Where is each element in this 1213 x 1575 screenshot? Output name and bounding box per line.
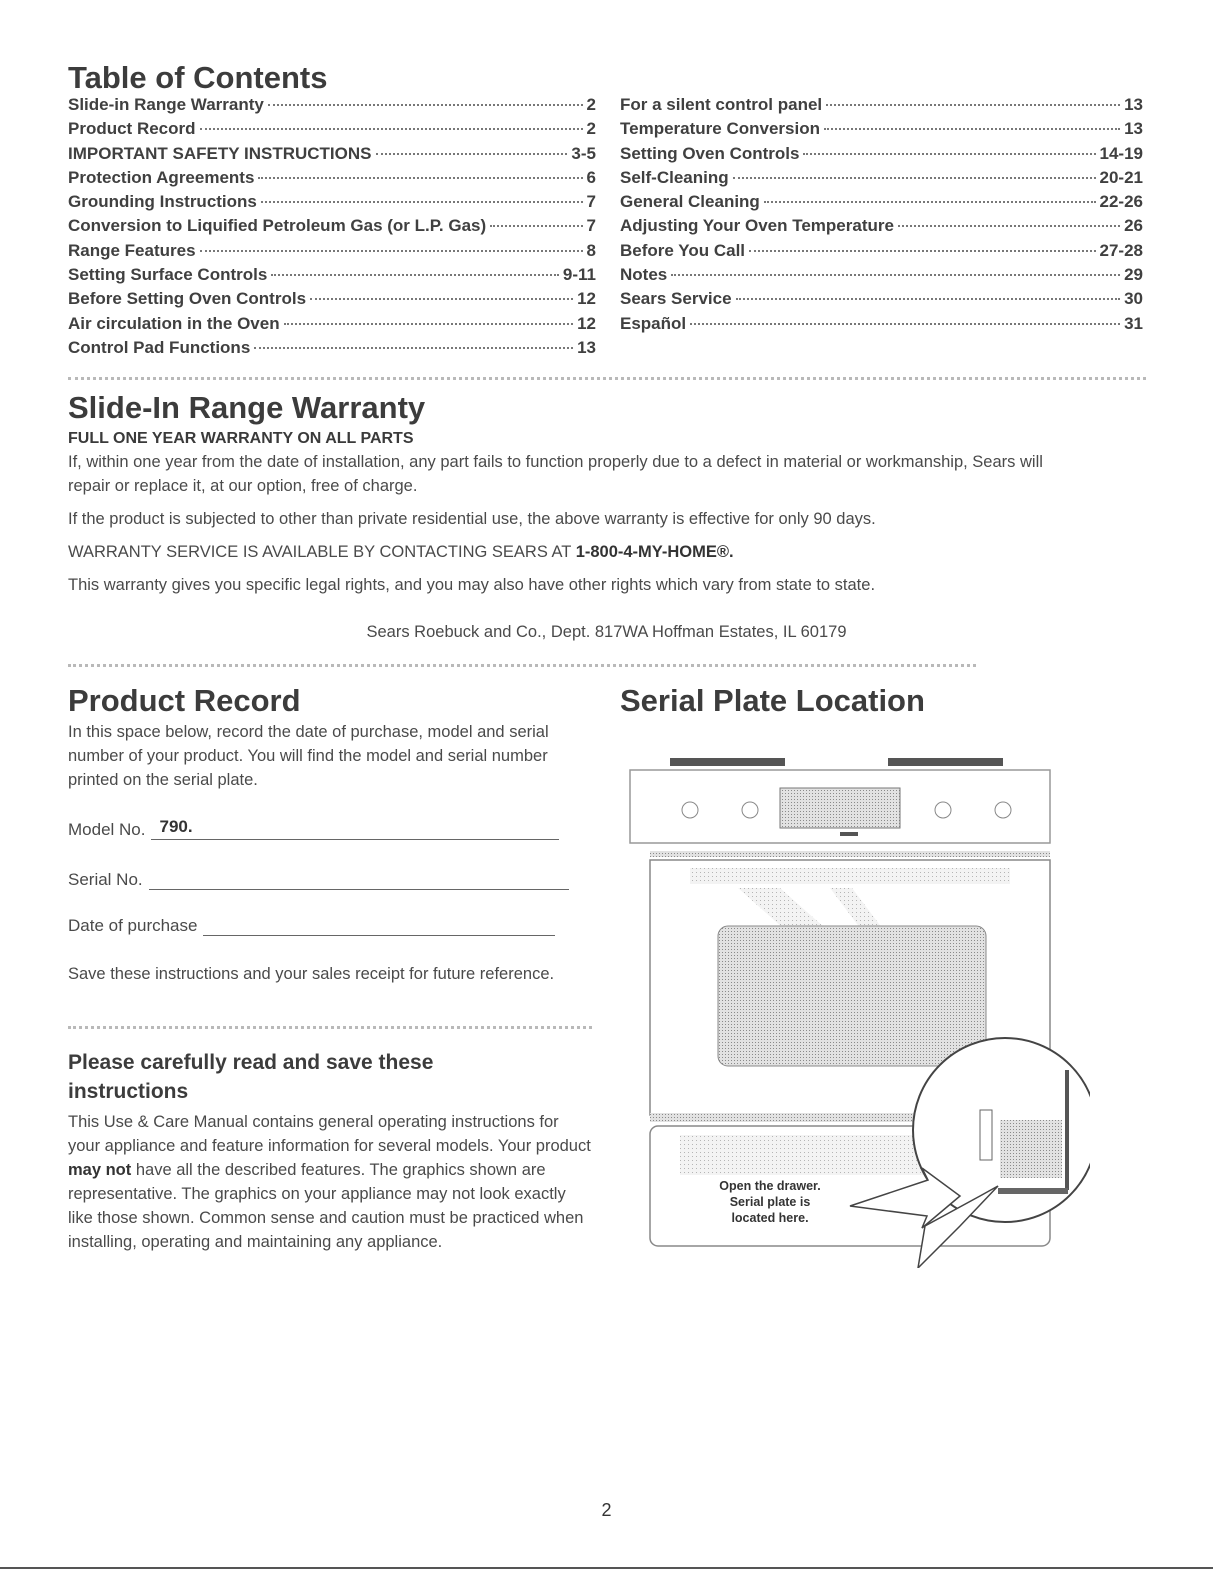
toc-entry-label: Sears Service [620,289,732,309]
toc-leader-dots [824,128,1120,130]
toc-entry [68,119,596,143]
toc-leader-dots [268,104,583,106]
product-record-intro: In this space below, record the date of purchase, model and serial number of your product. You will find the model and serial number printed on the serial plate. [68,723,549,789]
please-read-bold: may not [68,1161,132,1179]
toc-entry-page: 12 [577,313,596,333]
warranty-subtitle: FULL ONE YEAR WARRANTY ON ALL PARTS [68,430,414,447]
toc-entry [68,289,596,313]
toc-entry-page: 6 [586,167,596,187]
toc-leader-dots [764,201,1096,203]
toc-entry [68,241,596,265]
toc-entry-page: 7 [586,192,596,212]
toc-entry-page: 27-28 [1099,240,1143,260]
toc-entry-page: 9-11 [562,265,596,285]
serial-number-row [68,865,569,890]
toc-entry-page: 7 [586,216,596,236]
warranty-body [68,450,1078,606]
toc-entry [620,241,1143,265]
product-record-separator [68,1026,592,1029]
toc-leader-dots [310,298,573,300]
toc-leader-dots [200,128,583,130]
toc-entry-label: Temperature Conversion [620,119,820,139]
please-read-text-1: This Use & Care Manual contains general operating instructions for your appliance and feature information for several models. Your product [68,1113,591,1155]
toc-leader-dots [271,274,559,276]
toc-leader-dots [733,177,1096,179]
toc-entry-label: Before Setting Oven Controls [68,289,307,309]
serial-plate-title: Serial Plate Location [620,683,925,718]
warranty-title: Slide-In Range Warranty [68,390,426,425]
toc-entry-page: 3-5 [571,143,596,163]
toc-entry [620,119,1143,143]
toc-left-column [68,95,596,362]
toc-entry-label: Grounding Instructions [68,192,257,212]
toc-entry-label: For a silent control panel [620,95,823,114]
toc-entry-label: Español [620,313,687,333]
toc-entry-label: Conversion to Liquified Petroleum Gas (or L.P. Gas) [68,216,487,236]
callout-line-3: located here. [731,1211,809,1225]
toc-leader-dots [736,298,1121,300]
toc-leader-dots [898,225,1120,227]
toc-entry [620,168,1143,192]
please-read-body [68,1110,592,1254]
toc-entry-label: Setting Oven Controls [620,143,800,163]
toc-entry-label: Self-Cleaning [620,167,729,187]
serial-number-label: Serial No. [68,870,143,889]
toc-entry-label: IMPORTANT SAFETY INSTRUCTIONS [68,143,372,163]
toc-entry-label: Adjusting Your Oven Temperature [620,216,894,236]
toc-entry [68,338,596,362]
toc-entry [620,289,1143,313]
toc-leader-dots [749,250,1096,252]
toc-entry [620,192,1143,216]
warranty-phone: 1-800-4-MY-HOME®. [575,543,734,561]
toc-entry [68,314,596,338]
toc-entry-label: Protection Agreements [68,167,255,187]
model-number-field[interactable] [151,815,559,840]
toc-entry-page: 13 [1124,119,1143,139]
toc-entry [620,144,1143,168]
toc-entry [620,95,1143,119]
toc-entry [68,95,596,119]
warranty-para-3-text: WARRANTY SERVICE IS AVAILABLE BY CONTACTING SEARS AT [68,543,576,561]
callout-line-1: Open the drawer. [719,1179,821,1193]
toc-entry-page: 26 [1124,216,1143,236]
toc-entry-label: Notes [620,265,668,285]
range-illustration [620,748,1090,1268]
toc-entry [620,314,1143,338]
bottom-rule [0,1567,1213,1569]
toc-entry [68,265,596,289]
product-record-title: Product Record [68,683,301,718]
toc-separator [68,377,1146,380]
toc-entry-page: 31 [1124,313,1143,333]
toc-entry [68,216,596,240]
toc-leader-dots [284,323,573,325]
date-of-purchase-row [68,911,555,936]
toc-entry-page: 13 [577,337,596,357]
serial-plate-callout [695,1178,845,1226]
model-number-row [68,815,559,840]
page-number: 2 [601,1500,612,1520]
toc-entry-page: 14-19 [1099,143,1143,163]
toc-entry-label: General Cleaning [620,192,760,212]
toc-right-column [620,95,1143,338]
warranty-para-2: If the product is subjected to other than private residential use, the above warranty is effective for only 90 days. [68,510,876,528]
toc-leader-dots [671,274,1120,276]
warranty-separator [68,664,976,667]
toc-entry-page: 2 [586,95,596,114]
toc-entry-page: 30 [1124,289,1143,309]
toc-entry-page: 8 [586,240,596,260]
toc-title: Table of Contents [68,60,328,95]
date-of-purchase-label: Date of purchase [68,916,198,935]
toc-leader-dots [803,153,1095,155]
warranty-address: Sears Roebuck and Co., Dept. 817WA Hoffman Estates, IL 60179 [366,623,847,641]
toc-leader-dots [254,347,573,349]
toc-entry-page: 22-26 [1099,192,1143,212]
toc-entry-label: Control Pad Functions [68,337,251,357]
toc-entry-page: 29 [1124,265,1143,285]
toc-entry-label: Setting Surface Controls [68,265,268,285]
toc-entry [68,144,596,168]
toc-leader-dots [258,177,582,179]
toc-leader-dots [826,104,1120,106]
toc-entry [68,168,596,192]
toc-entry [620,216,1143,240]
toc-entry-label: Product Record [68,119,196,139]
please-read-text-2: have all the described features. The graphics shown are representative. The graphics on your appliance may not look exactly like those shown. Common sense and caution must be practiced when installing, operating and maintaining any appliance. [68,1161,584,1251]
warranty-para-4: This warranty gives you specific legal rights, and you may also have other rights which vary from state to state. [68,576,876,594]
please-read-title: Please carefully read and save these instructions [68,1051,434,1103]
callout-line-2: Serial plate is [729,1195,811,1209]
toc-entry [68,192,596,216]
toc-entry-page: 20-21 [1099,167,1143,187]
toc-leader-dots [261,201,583,203]
toc-entry-page: 2 [586,119,596,139]
toc-entry [620,265,1143,289]
toc-entry-label: Air circulation in the Oven [68,313,280,333]
model-number-value: 790. [159,817,193,836]
toc-leader-dots [200,250,583,252]
toc-entry-label: Before You Call [620,240,746,260]
model-number-label: Model No. [68,820,146,839]
warranty-para-3 [68,540,1078,564]
range-illustration-svg [620,748,1090,1268]
toc-entry-label: Slide-in Range Warranty [68,95,264,114]
toc-entry-page: 13 [1124,95,1143,114]
toc-leader-dots [690,323,1120,325]
toc-leader-dots [376,153,568,155]
toc-entry-page: 12 [577,289,596,309]
warranty-para-1: If, within one year from the date of installation, any part fails to function properly due to a defect in material or workmanship, Sears will repair or replace it, at our option, free of charge. [68,453,1043,495]
toc-entry-label: Range Features [68,240,196,260]
date-of-purchase-field[interactable] [203,911,555,936]
toc-leader-dots [490,225,582,227]
serial-number-field[interactable] [149,865,569,890]
save-note: Save these instructions and your sales receipt for future reference. [68,965,555,983]
